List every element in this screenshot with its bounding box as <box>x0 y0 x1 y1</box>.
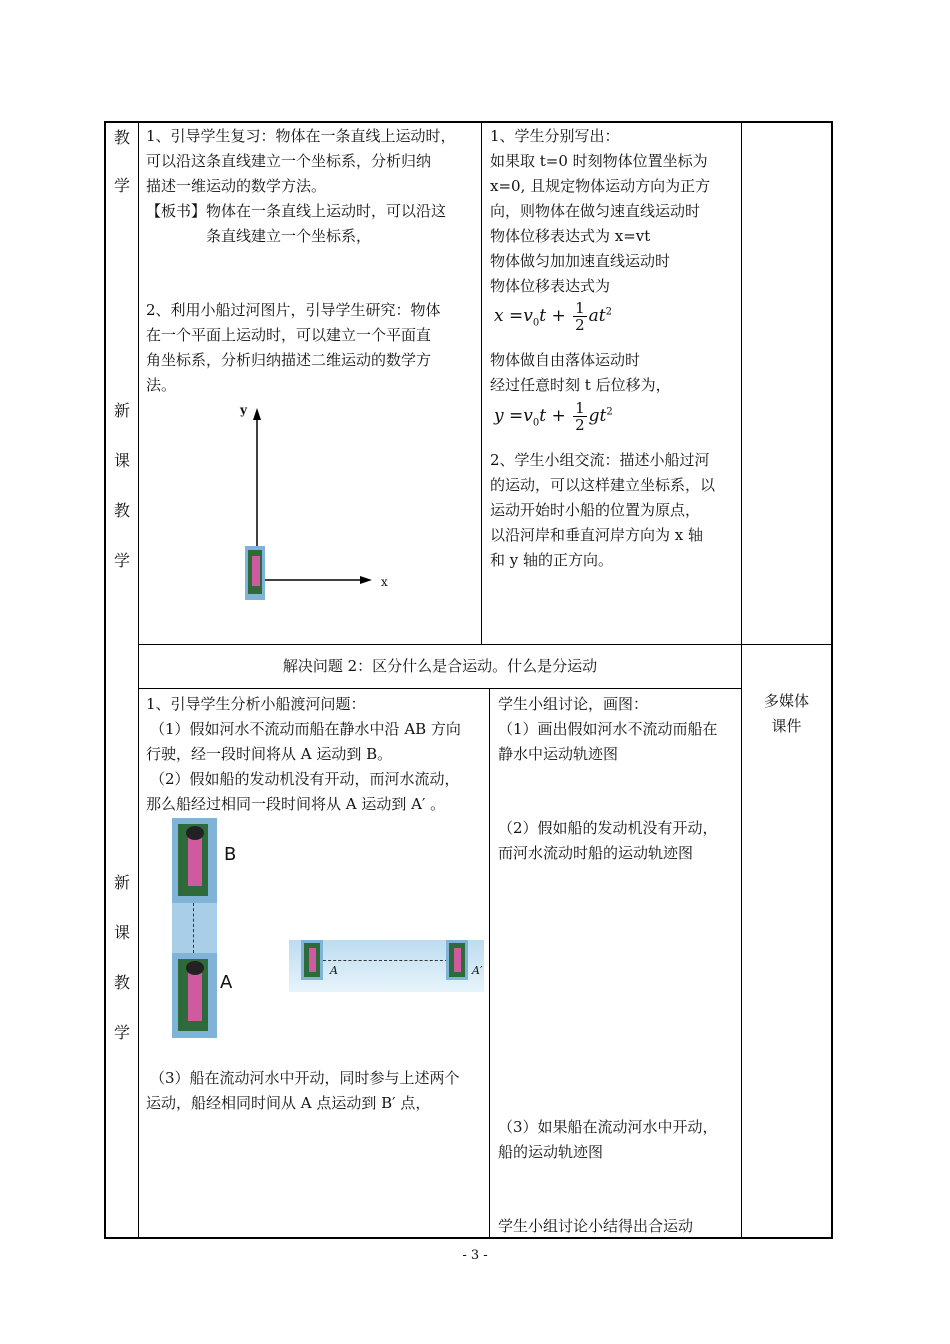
point-label-A-small: A <box>330 964 338 977</box>
student-text-line: 物体位移表达式为 x=vt <box>490 227 651 245</box>
col-divider-media <box>741 121 742 1239</box>
row-divider-1 <box>138 644 832 645</box>
left-char: 学 <box>113 176 130 195</box>
student-text-line: 学生小组讨论小结得出合运动 <box>498 1217 694 1235</box>
col-divider-sec2 <box>489 688 490 1238</box>
left-char: 教 <box>113 128 130 147</box>
student-text-line: 船的运动轨迹图 <box>498 1143 604 1161</box>
point-label-B: B <box>224 844 237 865</box>
student-text-line: x=0, 且规定物体运动方向为正方 <box>490 177 711 195</box>
student-text-line: （3）如果船在流动河水中开动， <box>498 1118 718 1136</box>
teacher-text-line: 1、引导学生分析小船渡河问题： <box>146 695 366 713</box>
student-text-line: 学生小组讨论，画图： <box>498 695 649 713</box>
boat-image <box>172 953 217 1038</box>
left-char: 课 <box>113 923 130 942</box>
equation-uniform-accel: $x =v_0t$ + $\frac{1}{2}$ $at^2$ <box>494 299 612 334</box>
teacher-text-line: （2）假如船的发动机没有开动，而河水流动， <box>150 770 460 788</box>
point-label-A-prime: A′ <box>472 964 483 977</box>
student-text-line: 和 y 轴的正方向。 <box>490 551 614 569</box>
left-char: 教 <box>113 973 130 992</box>
teacher-text-line: （3）船在流动河水中开动，同时参与上述两个 <box>150 1069 460 1087</box>
left-char: 学 <box>113 1023 130 1042</box>
left-char: 教 <box>113 501 130 520</box>
student-text-line: 物体位移表达式为 <box>490 277 611 295</box>
point-label-A: A <box>220 972 233 993</box>
student-text-line: 以沿河岸和垂直河岸方向为 x 轴 <box>490 526 703 544</box>
student-text-line: 的运动，可以这样建立坐标系，以 <box>490 476 716 494</box>
teacher-text-line: 在一个平面上运动时，可以建立一个平面直 <box>146 326 432 344</box>
teacher-text-line: 描述一维运动的数学方法。 <box>146 177 327 195</box>
student-text-line: 如果取 t=0 时刻物体位置坐标为 <box>490 152 708 170</box>
equation-free-fall: $y =v_0t$ + $\frac{1}{2}$ $gt^2$ <box>494 399 613 434</box>
student-text-line: 物体做匀加加速直线运动时 <box>490 252 671 270</box>
section2-heading: 解决问题 2：区分什么是合运动。什么是分运动 <box>282 657 598 675</box>
boat-image <box>172 818 217 903</box>
teacher-text-line: 1、引导学生复习：物体在一条直线上运动时， <box>146 127 456 145</box>
left-char: 课 <box>113 451 130 470</box>
teacher-text-line: 法。 <box>146 376 177 394</box>
teacher-text-line: 行驶，经一段时间将从 A 运动到 B。 <box>146 745 393 763</box>
teacher-text-line: 那么船经过相同一段时间将从 A 运动到 A′ 。 <box>146 795 446 813</box>
student-text-line: 向，则物体在做匀速直线运动时 <box>490 202 701 220</box>
boat-image <box>301 940 323 980</box>
table-border-top <box>104 121 833 123</box>
teacher-text-line: 角坐标系，分析归纳描述二维运动的数学方 <box>146 351 432 369</box>
media-label: 多媒体 <box>763 692 809 710</box>
row-divider-2 <box>138 688 742 689</box>
student-text-line: 静水中运动轨迹图 <box>498 745 619 763</box>
teacher-text-line: （1）假如河水不流动而船在静水中沿 AB 方向 <box>150 720 461 738</box>
student-text-line: （2）假如船的发动机没有开动， <box>498 819 718 837</box>
axis-x-label: x <box>381 575 388 589</box>
table-border-left <box>104 121 106 1239</box>
board-note-line: 条直线建立一个坐标系， <box>206 227 372 245</box>
table-border-bottom <box>104 1237 833 1239</box>
boat-image <box>446 940 468 980</box>
axis-y-label: y <box>240 403 247 417</box>
col-divider-1 <box>138 121 139 1239</box>
table-border-right <box>831 121 833 1239</box>
teacher-text-line: 运动，船经相同时间从 A 点运动到 B′ 点， <box>146 1094 431 1112</box>
boat-image <box>245 546 265 600</box>
teacher-text-line: 可以沿这条直线建立一个坐标系，分析归纳 <box>146 152 432 170</box>
student-text-line: 1、学生分别写出： <box>490 127 620 145</box>
student-text-line: 经过任意时刻 t 后位移为， <box>490 376 671 394</box>
student-text-line: 物体做自由落体运动时 <box>490 351 641 369</box>
col-divider-sec1 <box>481 121 482 645</box>
left-char: 新 <box>113 873 130 892</box>
boat-vertical-figure <box>172 818 217 1038</box>
page-number: - 3 - <box>462 1248 488 1263</box>
student-text-line: 2、学生小组交流：描述小船过河 <box>490 451 710 469</box>
media-label: 课件 <box>771 717 802 735</box>
left-char: 新 <box>113 401 130 420</box>
student-text-line: 运动开始时小船的位置为原点， <box>490 501 701 519</box>
left-char: 学 <box>113 551 130 570</box>
teacher-text-line: 2、利用小船过河图片，引导学生研究：物体 <box>146 301 441 319</box>
student-text-line: （1）画出假如河水不流动而船在 <box>498 720 718 738</box>
river-horizontal-figure <box>289 940 484 992</box>
student-text-line: 而河水流动时船的运动轨迹图 <box>498 844 694 862</box>
board-note-line: 【板书】物体在一条直线上运动时，可以沿这 <box>146 202 447 220</box>
